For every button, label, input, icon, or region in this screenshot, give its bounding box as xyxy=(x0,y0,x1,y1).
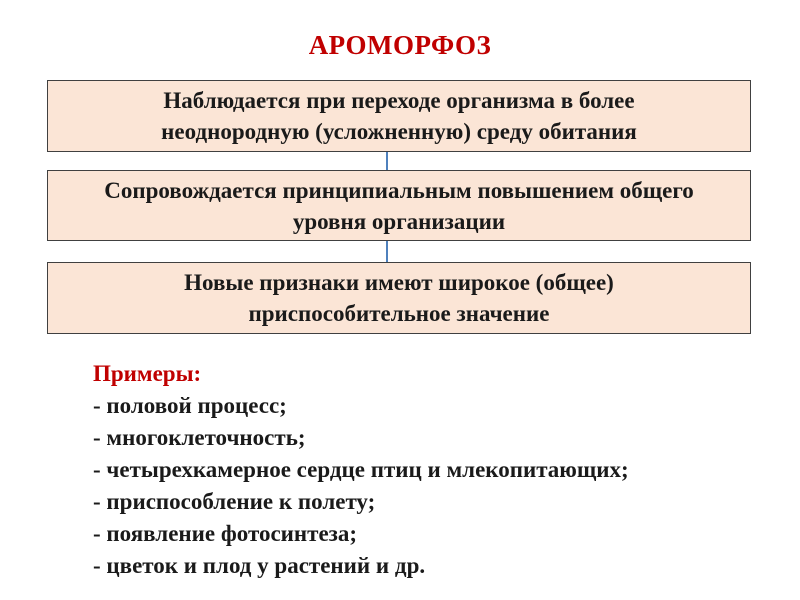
feature-box-line: Сопровождается принципиальным повышением общего xyxy=(104,177,694,203)
box-connector xyxy=(386,152,388,170)
feature-box-line: неоднородную (усложненную) среду обитания xyxy=(161,119,637,144)
feature-box-line: уровня организации xyxy=(292,208,506,234)
page-title: АРОМОРФОЗ xyxy=(308,30,492,60)
examples-heading: Примеры: xyxy=(93,361,202,386)
example-item: - приспособление к полету; xyxy=(93,489,376,514)
example-item: - многоклеточность; xyxy=(93,425,306,450)
box-connector xyxy=(386,241,388,262)
example-item: - цветок и плод у растений и др. xyxy=(93,553,426,578)
feature-box-line: приспособительное значение xyxy=(248,301,550,326)
example-item: - появление фотосинтеза; xyxy=(93,521,358,546)
examples-section xyxy=(93,358,773,582)
feature-box-line: Наблюдается при переходе организма в более xyxy=(163,88,635,113)
example-item: - половой процесс; xyxy=(93,393,287,418)
feature-box-line: Новые признаки имеют широкое (общее) xyxy=(184,270,614,295)
example-item: - четырехкамерное сердце птиц и млекопитающих; xyxy=(93,457,629,482)
feature-box-adaptive-value xyxy=(47,262,751,334)
feature-box-organization xyxy=(47,170,751,241)
feature-box-environment xyxy=(47,80,751,152)
